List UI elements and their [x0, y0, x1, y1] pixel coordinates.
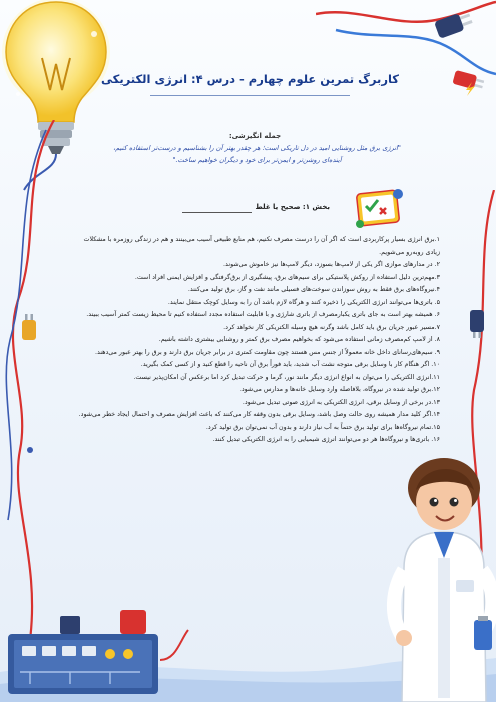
true-false-list	[68, 234, 440, 447]
list-item: ۶. همیشه بهتر است به جای باتری یکبارمصرف از باتری شارژی و با قابلیت استفاده مجدد استفاده کنیم تا محیط زیست کمتر آسیب ببیند.	[86, 311, 440, 318]
scientist-boy-illustration	[386, 440, 496, 702]
list-item: ۱۰. اگر هنگام کار با وسایل برقی متوجه نشت آب شدید، باید فوراً برق آن ناحیه را قطع کنید و از کسی کمک بگیرید.	[140, 361, 440, 368]
electric-plug-icon	[316, 0, 496, 110]
list-item: ۸. از لامپ کم‌مصرف زمانی استفاده می‌شود که بخواهیم مصرف برق کمتر و روشنایی بیشتری داشته باشیم.	[158, 336, 440, 343]
checklist-icon	[352, 186, 408, 230]
wire-decoration-left	[0, 120, 60, 640]
list-item: ۱۶. باتری‌ها و نیروگاه‌ها هر دو می‌توانند انرژی شیمیایی را به انرژی الکتریکی تبدیل کنند.	[212, 436, 440, 443]
section-true-false-label: بخش ۱: صحیح یا غلط	[255, 203, 330, 211]
list-item: ۳.مهم‌ترین دلیل استفاده از روکش پلاستیکی برای سیم‌های برق، پیشگیری از برق‌گرفتگی و افزایش ایمنی افراد است.	[134, 273, 440, 281]
list-item: ۲. در مدارهای موازی اگر یکی از لامپ‌ها بسوزد، دیگر لامپ‌ها نیز خاموش می‌شوند.	[223, 261, 440, 268]
motivational-quote: "انرژی برق مثل روشنایی امید در دل تاریکی است؛ هر چقدر بهتر آن را بشناسیم و درست‌تر استفاده کنیم، آینده‌ای روشن‌تر و ایمن‌تر برای خود و دیگران خواهیم ساخت."	[113, 144, 401, 164]
title-underline	[150, 95, 350, 96]
list-item: ۱۴.اگر کلید مدار همیشه روی حالت وصل باشد، وسایل برقی بدون وقفه کار می‌کنند که باعث افزایش مصرف و احتمال ایجاد خطر می‌شود.	[78, 411, 440, 418]
list-item: ۹. سیم‌های‌رسانای داخل خانه معمولاً از جنس مس هستند چون مقاومت کمتری در برابر جریان برق دارند و برق را بهتر عبور می‌دهند.	[94, 348, 440, 356]
list-item: ۱۲.برق تولید شده در نیروگاه، بلافاصله وارد وسایل خانه‌ها و مدارس می‌شود.	[239, 386, 440, 393]
list-item: ۱۵.تمام نیروگاه‌ها برای تولید برق حتماً به آب نیاز دارند و بدون آب نمی‌توان برق تولید کرد.	[205, 423, 440, 431]
list-item: ۴.نیروگاه‌های برق فقط به روش سوزاندن سوخت‌های فسیلی مانند نفت و گاز، برق تولید می‌کنند.	[187, 286, 440, 293]
note-heading: جمله انگیزشی:	[228, 132, 282, 140]
section-underline	[182, 212, 252, 213]
page-title: کاربرگ تمرین علوم چهارم – درس ۴: انرژی الکتریکی	[101, 72, 399, 86]
list-item: ۱۱.انرژی الکتریکی را می‌توان به انواع انرژی دیگر مانند نور، گرما و حرکت تبدیل کرد اما برعکس آن امکان‌پذیر نیست.	[133, 373, 440, 381]
list-item: ۵. باتری‌ها می‌توانند انرژی الکتریکی را ذخیره کنند و هرگاه لازم باشد آن را به وسایل کوچک منتقل نمایند.	[167, 298, 440, 306]
list-item: ۱۳.در برخی از وسایل برقی، انرژی الکتریکی به انرژی صوتی تبدیل می‌شود.	[242, 398, 440, 406]
circuit-board-illustration	[0, 600, 190, 702]
list-item: ۱.برق انرژی بسیار پرکاربردی است که اگر آن را درست مصرف نکنیم، هم منابع طبیعی آسیب می‌بینند و هم در زندگی روزمره با مشکلات زیادی روبه‌رو می‌شویم.	[83, 236, 440, 256]
list-item: ۷.مسیر عبور جریان برق باید کامل باشد وگرنه هیچ وسیله الکتریکی کار نخواهد کرد.	[223, 323, 440, 331]
